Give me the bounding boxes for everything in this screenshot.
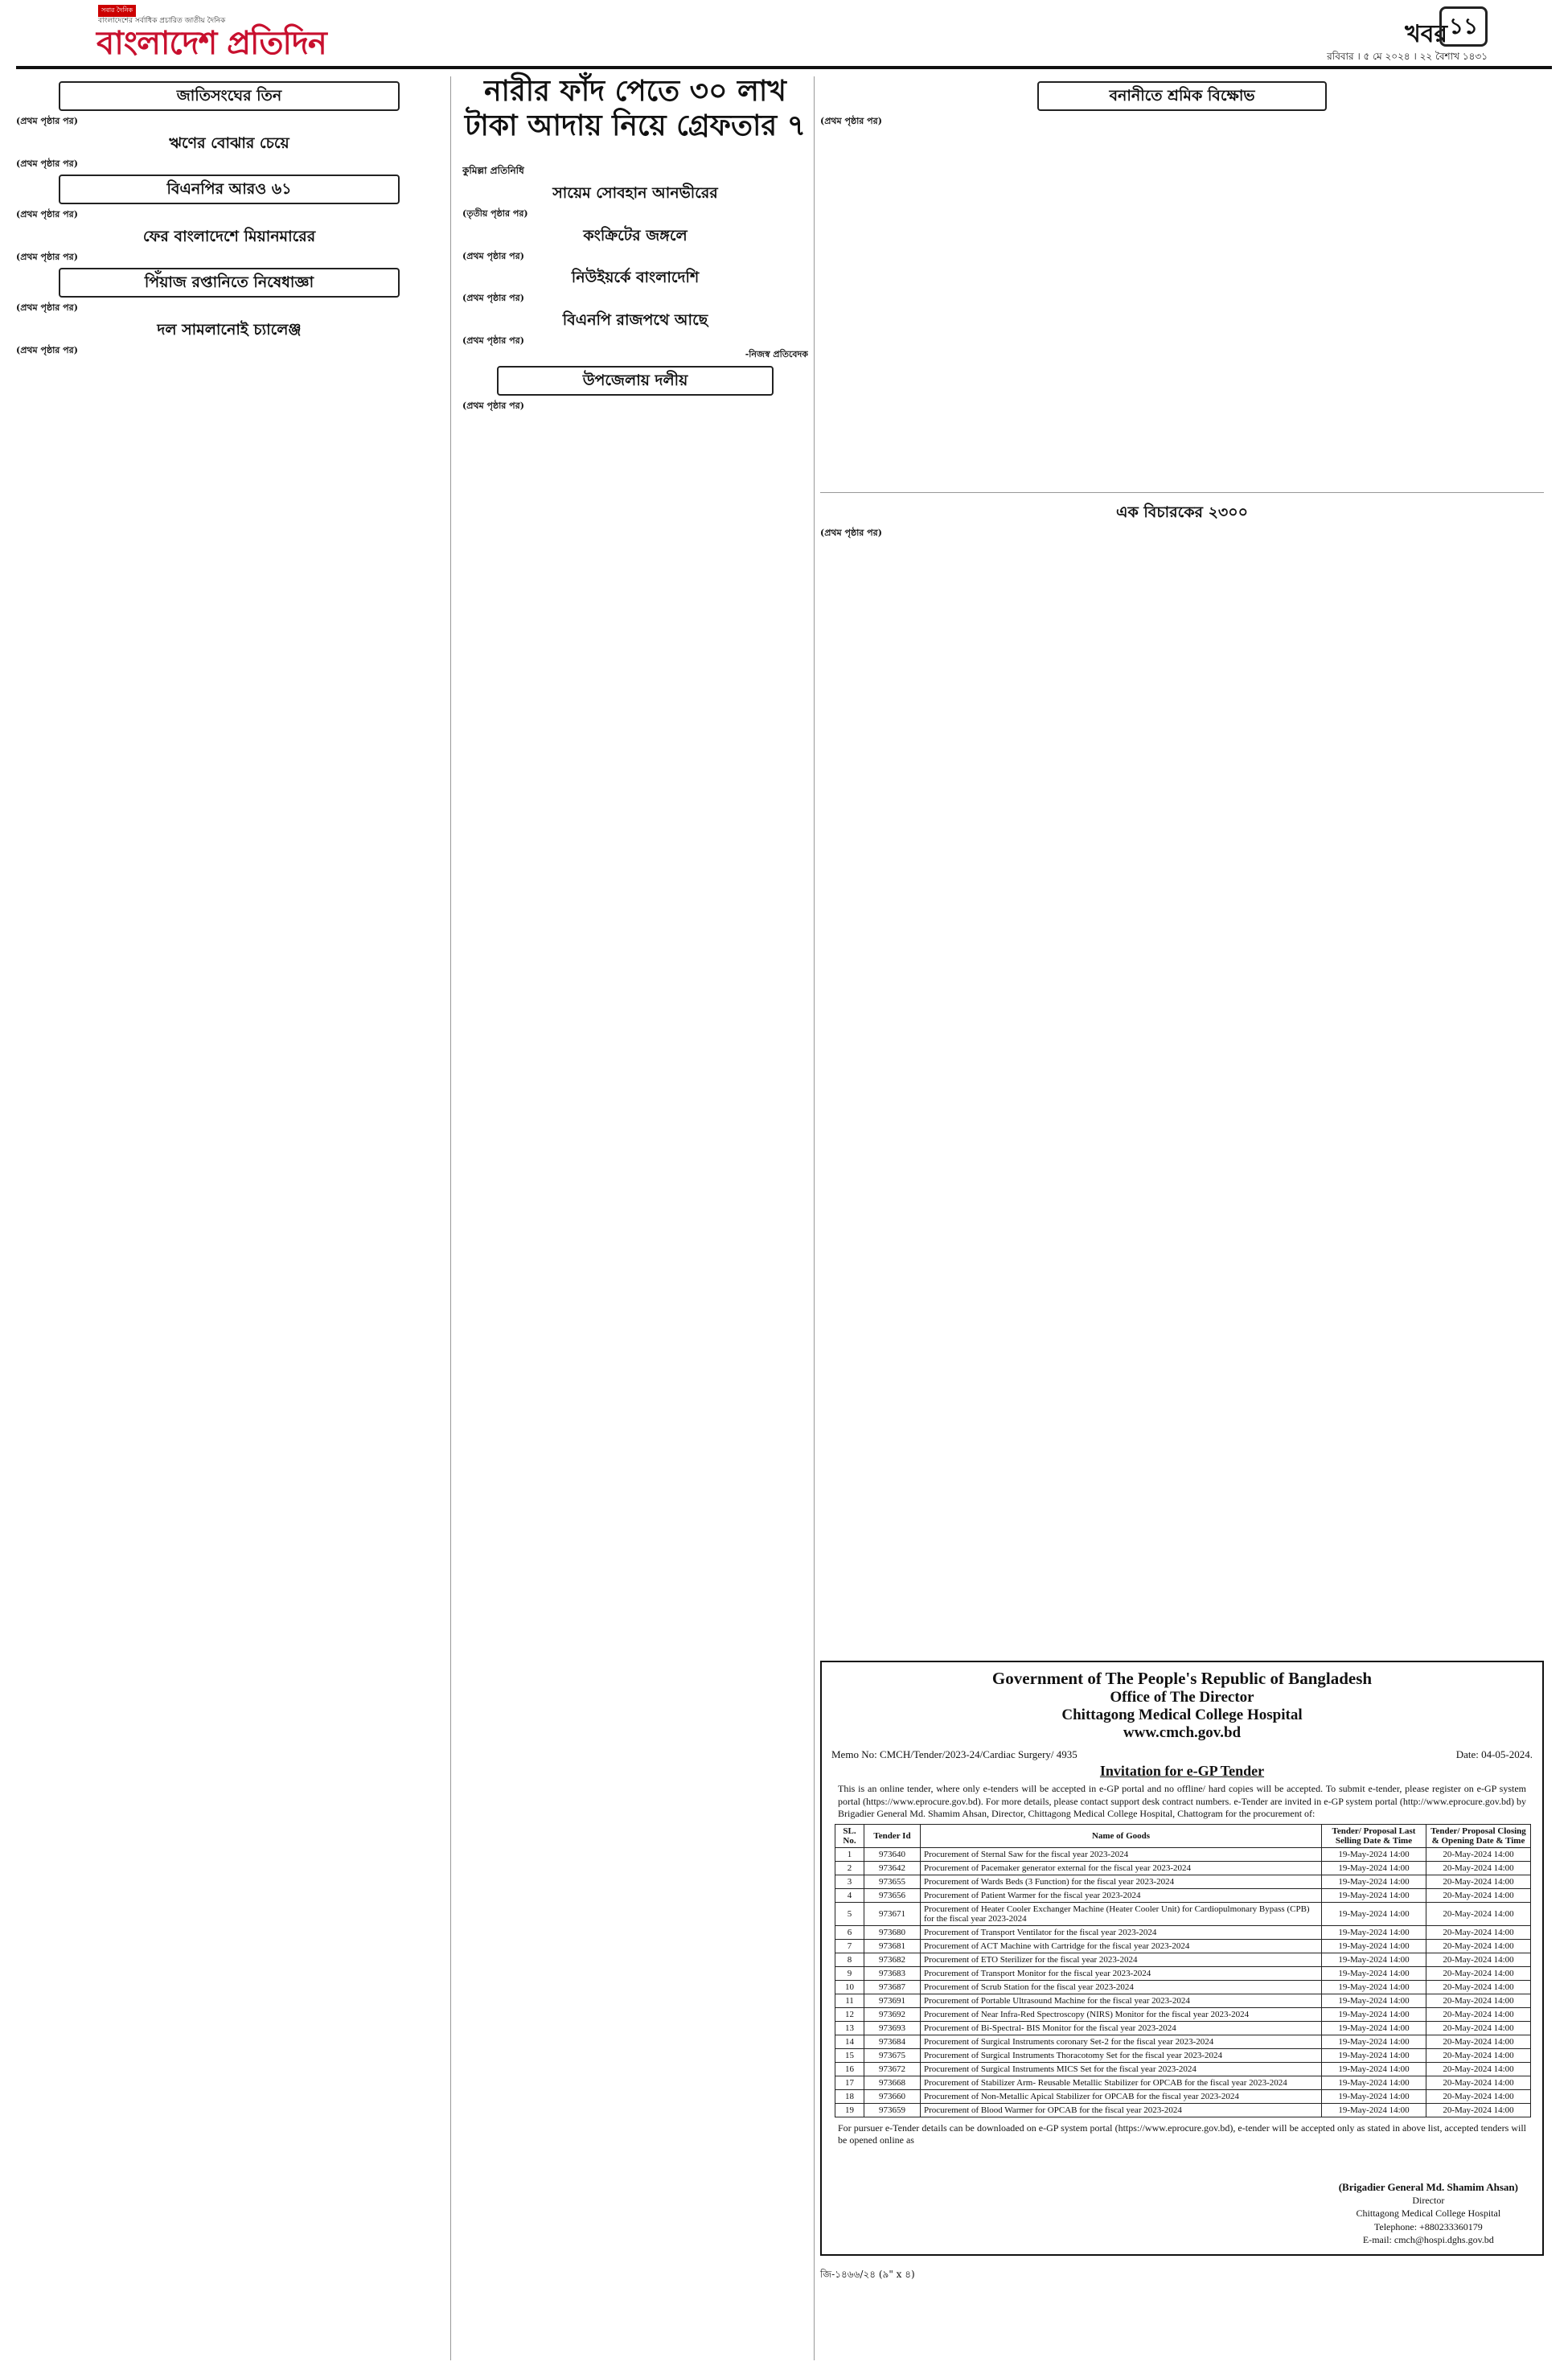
cell-closing-date: 20-May-2024 14:00	[1426, 2021, 1531, 2035]
column-divider	[450, 76, 451, 2360]
article-divider	[820, 492, 1544, 493]
cell-goods: Procurement of Sternal Saw for the fiscal year 2023-2024	[921, 1847, 1322, 1861]
cell-closing-date: 20-May-2024 14:00	[1426, 1875, 1531, 1888]
signer-phone: Telephone: +880233360179	[1373, 2220, 1483, 2232]
cell-goods: Procurement of Surgical Instruments MICS Set for the fiscal year 2023-2024	[921, 2062, 1322, 2076]
cell-goods: Procurement of Surgical Instruments Thoracotomy Set for the fiscal year 2023-2024	[921, 2048, 1322, 2062]
headline-upazila: উপজেলায় দলীয়	[497, 366, 774, 396]
newspaper-logo[interactable]	[96, 5, 418, 62]
headline-concrete: কংক্রিটের জঙ্গলে	[583, 226, 688, 244]
cell-tender-id: 973680	[864, 1925, 921, 1939]
headline-bnp61: বিএনপির আরও ৬১	[59, 175, 400, 204]
signoff: -নিজস্ব প্রতিবেদক	[745, 349, 808, 360]
tender-row	[835, 2076, 1531, 2089]
tender-website[interactable]: www.cmch.gov.bd	[1123, 1724, 1242, 1741]
cell-selling-date: 19-May-2024 14:00	[1322, 2021, 1426, 2035]
tender-date: Date: 04-05-2024.	[1455, 1748, 1533, 1760]
tender-row	[835, 2035, 1531, 2048]
headline-bnp-road: বিএনপি রাজপথে আছে	[562, 310, 708, 329]
headline-judge: এক বিচারকের ২৩০০	[1116, 503, 1248, 521]
cell-sl: 1	[835, 1847, 864, 1861]
cell-sl: 14	[835, 2035, 864, 2048]
cell-closing-date: 20-May-2024 14:00	[1426, 1861, 1531, 1875]
tender-row	[835, 2062, 1531, 2076]
article-judge	[820, 497, 1544, 1655]
tender-row	[835, 2103, 1531, 2117]
cell-sl: 15	[835, 2048, 864, 2062]
column-divider	[814, 76, 815, 2360]
tender-intro: This is an online tender, where only e-tenders will be accepted in e-GP portal and no offline/ hard copies will be accepted. To submit e-tender, please register on e-GP system portal (https://www.eprocure.gov.bd). For more details, please contact support desk contract numbers. e-Tender are invited in e-GP system portal (http://www.eprocure.gov.bd) by Brigadier General Md. Shamim Ahsan, Director, Chittagong Medical College Hospital, Chattogram for the procurement of:	[838, 1783, 1526, 1820]
cell-closing-date: 20-May-2024 14:00	[1426, 1925, 1531, 1939]
cell-sl: 18	[835, 2089, 864, 2103]
cell-sl: 2	[835, 1861, 864, 1875]
cell-goods: Procurement of Stabilizer Arm- Reusable Metallic Stabilizer for OPCAB for the fiscal year 2023-2024	[921, 2076, 1322, 2089]
logo-tagline: বাংলাদেশের সর্বাধিক প্রচারিত জাতীয় দৈনিক	[98, 17, 226, 25]
issue-date: রবিবার । ৫ মে ২০২৪ । ২২ বৈশাখ ১৪৩১	[1327, 51, 1488, 62]
cell-closing-date: 20-May-2024 14:00	[1426, 2048, 1531, 2062]
cell-selling-date: 19-May-2024 14:00	[1322, 2048, 1426, 2062]
cell-tender-id: 973659	[864, 2103, 921, 2117]
cell-tender-id: 973640	[864, 1847, 921, 1861]
cell-selling-date: 19-May-2024 14:00	[1322, 1861, 1426, 1875]
tender-table	[835, 1824, 1531, 2117]
tender-table-header	[835, 1824, 1531, 1847]
cell-tender-id: 973687	[864, 1980, 921, 1994]
cell-tender-id: 973671	[864, 1902, 921, 1925]
tender-row	[835, 1902, 1531, 1925]
cell-sl: 11	[835, 1994, 864, 2007]
cell-closing-date: 20-May-2024 14:00	[1426, 2076, 1531, 2089]
cell-closing-date: 20-May-2024 14:00	[1426, 1980, 1531, 1994]
masthead	[0, 0, 1568, 63]
logo-tag: সবার দৈনিক	[98, 5, 136, 17]
cell-closing-date: 20-May-2024 14:00	[1426, 1939, 1531, 1953]
cell-sl: 16	[835, 2062, 864, 2076]
cell-closing-date: 20-May-2024 14:00	[1426, 1966, 1531, 1980]
tender-row	[835, 1966, 1531, 1980]
page-number: ১১	[1439, 6, 1488, 47]
cell-goods: Procurement of Transport Ventilator for the fiscal year 2023-2024	[921, 1925, 1322, 1939]
cell-goods: Procurement of Non-Metallic Apical Stabilizer for OPCAB for the fiscal year 2023-2024	[921, 2089, 1322, 2103]
cell-tender-id: 973672	[864, 2062, 921, 2076]
cell-tender-id: 973692	[864, 2007, 921, 2021]
tender-row	[835, 1847, 1531, 1861]
continuation-marker: (প্রথম পৃষ্ঠার পর)	[820, 115, 882, 126]
ad-code: জি-১৪৬৬/২৪ (৯" x ৪)	[820, 2269, 915, 2280]
signer-org: Chittagong Medical College Hospital	[1356, 2208, 1501, 2220]
cell-tender-id: 973691	[864, 1994, 921, 2007]
tender-row	[835, 2007, 1531, 2021]
cell-tender-id: 973656	[864, 1888, 921, 1902]
continuation-marker: (প্রথম পৃষ্ঠার পর)	[16, 158, 78, 169]
cell-goods: Procurement of Wards Beds (3 Function) for the fiscal year 2023-2024	[921, 1875, 1322, 1888]
tender-office: Office of The Director	[1110, 1689, 1254, 1706]
continuation-marker: (প্রথম পৃষ্ঠার পর)	[16, 302, 78, 314]
col-goods: Name of Goods	[921, 1824, 1322, 1847]
cell-goods: Procurement of Portable Ultrasound Machine for the fiscal year 2023-2024	[921, 1994, 1322, 2007]
cell-closing-date: 20-May-2024 14:00	[1426, 1847, 1531, 1861]
cell-goods: Procurement of Blood Warmer for OPCAB for the fiscal year 2023-2024	[921, 2103, 1322, 2117]
cell-closing-date: 20-May-2024 14:00	[1426, 1953, 1531, 1966]
lead-headline[interactable]: নারীর ফাঁদ পেতে ৩০ লাখ টাকা আদায় নিয়ে গ্রেফতার ৭	[464, 75, 807, 143]
continuation-marker: (তৃতীয় পৃষ্ঠার পর)	[462, 208, 528, 219]
cell-sl: 10	[835, 1980, 864, 1994]
column-1	[16, 76, 442, 2360]
cell-selling-date: 19-May-2024 14:00	[1322, 2076, 1426, 2089]
headline-un: জাতিসংঘের তিন	[59, 81, 400, 111]
cell-tender-id: 973675	[864, 2048, 921, 2062]
continuation-marker: (প্রথম পৃষ্ঠার পর)	[462, 250, 524, 261]
cell-tender-id: 973660	[864, 2089, 921, 2103]
continuation-marker: (প্রথম পৃষ্ঠার পর)	[16, 251, 78, 262]
cell-selling-date: 19-May-2024 14:00	[1322, 1902, 1426, 1925]
cell-tender-id: 973655	[864, 1875, 921, 1888]
tender-note: For pursuer e-Tender details can be downloaded on e-GP system portal (https://www.eprocure.gov.bd), e-tender will be accepted only as stated in above list, accepted tenders will be opened online as	[838, 2121, 1526, 2146]
newspaper-name: বাংলাদেশ প্রতিদিন	[96, 25, 326, 62]
cell-selling-date: 19-May-2024 14:00	[1322, 1953, 1426, 1966]
tender-row	[835, 1888, 1531, 1902]
tender-memo: Memo No: CMCH/Tender/2023-24/Cardiac Surgery/ 4935	[831, 1748, 1077, 1760]
cell-goods: Procurement of ETO Sterilizer for the fiscal year 2023-2024	[921, 1953, 1322, 1966]
cell-tender-id: 973693	[864, 2021, 921, 2035]
tender-row	[835, 1875, 1531, 1888]
cell-tender-id: 973668	[864, 2076, 921, 2089]
headline-loan: ঋণের বোঝার চেয়ে	[169, 133, 289, 152]
col-sl: SL. No.	[835, 1824, 864, 1847]
headline-party: দল সামলানোই চ্যালেঞ্জ	[157, 320, 302, 339]
continuation-marker: (প্রথম পৃষ্ঠার পর)	[16, 209, 78, 220]
cell-goods: Procurement of Heater Cooler Exchanger Machine (Heater Cooler Unit) for Cardiopulmonary Bypass (CPB) for the fiscal year 2023-2024	[921, 1902, 1322, 1925]
cell-sl: 4	[835, 1888, 864, 1902]
cell-goods: Procurement of Near Infra-Red Spectroscopy (NIRS) Monitor for the fiscal year 2023-2024	[921, 2007, 1322, 2021]
tender-advertisement	[820, 1661, 1544, 2256]
signer-title: Director	[1412, 2195, 1445, 2207]
tender-title: Invitation for e-GP Tender	[1099, 1763, 1265, 1779]
cell-selling-date: 19-May-2024 14:00	[1322, 1994, 1426, 2007]
tender-row	[835, 1994, 1531, 2007]
cell-sl: 5	[835, 1902, 864, 1925]
tender-row	[835, 1939, 1531, 1953]
column-2	[462, 161, 808, 2360]
cell-sl: 7	[835, 1939, 864, 1953]
cell-closing-date: 20-May-2024 14:00	[1426, 2007, 1531, 2021]
cell-closing-date: 20-May-2024 14:00	[1426, 1888, 1531, 1902]
tender-row	[835, 2021, 1531, 2035]
cell-selling-date: 19-May-2024 14:00	[1322, 1939, 1426, 1953]
top-rule	[16, 66, 1552, 69]
col-tender-id: Tender Id	[864, 1824, 921, 1847]
cell-sl: 8	[835, 1953, 864, 1966]
cell-closing-date: 20-May-2024 14:00	[1426, 2035, 1531, 2048]
cell-selling-date: 19-May-2024 14:00	[1322, 2062, 1426, 2076]
col-closing-date: Tender/ Proposal Closing & Opening Date & Time	[1426, 1824, 1531, 1847]
tender-row	[835, 1861, 1531, 1875]
continuation-marker: (প্রথম পৃষ্ঠার পর)	[462, 400, 524, 411]
tender-signature	[1339, 2180, 1518, 2246]
cell-sl: 13	[835, 2021, 864, 2035]
headline-workers: বনানীতে শ্রমিক বিক্ষোভ	[1037, 81, 1327, 111]
cell-selling-date: 19-May-2024 14:00	[1322, 1847, 1426, 1861]
cell-closing-date: 20-May-2024 14:00	[1426, 2062, 1531, 2076]
cell-tender-id: 973681	[864, 1939, 921, 1953]
cell-goods: Procurement of Surgical Instruments coronary Set-2 for the fiscal year 2023-2024	[921, 2035, 1322, 2048]
signer-name: (Brigadier General Md. Shamim Ahsan)	[1338, 2180, 1518, 2193]
cell-sl: 17	[835, 2076, 864, 2089]
signer-email[interactable]: E-mail: cmch@hospi.dghs.gov.bd	[1362, 2233, 1494, 2245]
tender-row	[835, 2048, 1531, 2062]
headline-ny: নিউইয়র্কে বাংলাদেশি	[571, 269, 700, 287]
cell-tender-id: 973683	[864, 1966, 921, 1980]
cell-selling-date: 19-May-2024 14:00	[1322, 1966, 1426, 1980]
tender-row	[835, 2089, 1531, 2103]
cell-sl: 6	[835, 1925, 864, 1939]
cell-selling-date: 19-May-2024 14:00	[1322, 1875, 1426, 1888]
tender-row	[835, 1925, 1531, 1939]
col-selling-date: Tender/ Proposal Last Selling Date & Time	[1322, 1824, 1426, 1847]
section-label: খবর	[1405, 20, 1447, 48]
headline-myanmar: ফের বাংলাদেশে মিয়ানমারের	[142, 227, 316, 245]
headline-sayem: সায়েম সোবহান আনভীরের	[552, 184, 718, 203]
cell-sl: 12	[835, 2007, 864, 2021]
lead-byline: কুমিল্লা প্রতিনিধি	[462, 165, 524, 176]
article-workers	[820, 76, 1544, 487]
cell-closing-date: 20-May-2024 14:00	[1426, 1994, 1531, 2007]
cell-goods: Procurement of Scrub Station for the fiscal year 2023-2024	[921, 1980, 1322, 1994]
cell-sl: 9	[835, 1966, 864, 1980]
continuation-marker: (প্রথম পৃষ্ঠার পর)	[462, 335, 524, 346]
tender-row	[835, 1953, 1531, 1966]
cell-selling-date: 19-May-2024 14:00	[1322, 2089, 1426, 2103]
cell-sl: 19	[835, 2103, 864, 2117]
cell-closing-date: 20-May-2024 14:00	[1426, 2103, 1531, 2117]
cell-goods: Procurement of Patient Warmer for the fiscal year 2023-2024	[921, 1888, 1322, 1902]
cell-selling-date: 19-May-2024 14:00	[1322, 2035, 1426, 2048]
cell-closing-date: 20-May-2024 14:00	[1426, 1902, 1531, 1925]
continuation-marker: (প্রথম পৃষ্ঠার পর)	[16, 115, 78, 126]
cell-goods: Procurement of Transport Monitor for the fiscal year 2023-2024	[921, 1966, 1322, 1980]
cell-goods: Procurement of Bi-Spectral- BIS Monitor for the fiscal year 2023-2024	[921, 2021, 1322, 2035]
cell-sl: 3	[835, 1875, 864, 1888]
cell-selling-date: 19-May-2024 14:00	[1322, 2007, 1426, 2021]
cell-tender-id: 973682	[864, 1953, 921, 1966]
cell-tender-id: 973684	[864, 2035, 921, 2048]
continuation-marker: (প্রথম পৃষ্ঠার পর)	[462, 293, 524, 304]
cell-selling-date: 19-May-2024 14:00	[1322, 2103, 1426, 2117]
tender-hospital: Chittagong Medical College Hospital	[1061, 1707, 1303, 1723]
cell-selling-date: 19-May-2024 14:00	[1322, 1925, 1426, 1939]
tender-government: Government of The People's Republic of Bangladesh	[991, 1669, 1373, 1688]
cell-goods: Procurement of ACT Machine with Cartridge for the fiscal year 2023-2024	[921, 1939, 1322, 1953]
continuation-marker: (প্রথম পৃষ্ঠার পর)	[820, 527, 882, 538]
continuation-marker: (প্রথম পৃষ্ঠার পর)	[16, 344, 78, 355]
cell-closing-date: 20-May-2024 14:00	[1426, 2089, 1531, 2103]
tender-memo-line	[831, 1748, 1533, 1761]
cell-selling-date: 19-May-2024 14:00	[1322, 1980, 1426, 1994]
cell-goods: Procurement of Pacemaker generator external for the fiscal year 2023-2024	[921, 1861, 1322, 1875]
cell-tender-id: 973642	[864, 1861, 921, 1875]
cell-selling-date: 19-May-2024 14:00	[1322, 1888, 1426, 1902]
tender-row	[835, 1980, 1531, 1994]
headline-onion: পিঁয়াজ রপ্তানিতে নিষেধাজ্ঞা	[59, 268, 400, 298]
